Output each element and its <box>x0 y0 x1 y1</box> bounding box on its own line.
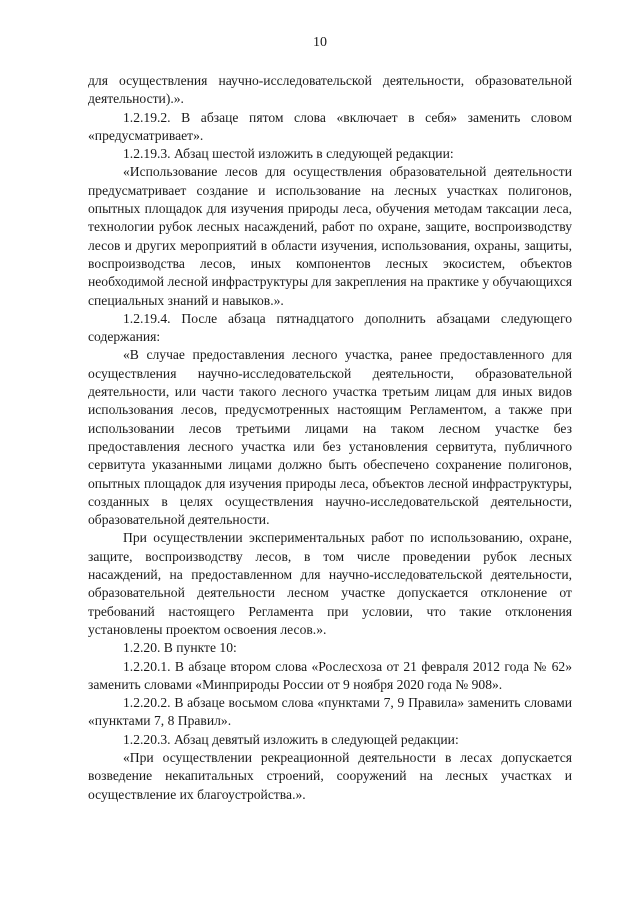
paragraph-p11: 1.2.20.3. Абзац девятый изложить в следующей редакции: <box>123 731 459 747</box>
page-number: 10 <box>313 35 327 50</box>
paragraph-p03: 1.2.19.3. Абзац шестой изложить в следующей редакции: <box>123 146 454 162</box>
paragraph-p08: 1.2.20. В пункте 10: <box>123 640 237 656</box>
document-body <box>88 72 572 804</box>
paragraph-p09: 1.2.20.1. В абзаце втором слова «Рослесхоза от 21 февраля 2012 года № 62» заменить словами «Минприроды России от 9 ноября 2020 года № 908». <box>88 658 572 692</box>
paragraph-p07: При осуществлении экспериментальных работ по использованию, охране, защите, воспроизводству лесов, в том числе проведении рубок лесных насаждений, на предоставленном для научно-исследовательской деятельности, образовательной деятельности лесном участке допускается отклонение от требований настоящего Регламента при условии, что такие отклонения установлены проектом освоения лесов.». <box>88 530 572 637</box>
paragraph-p01: для осуществления научно-исследовательской деятельности, образовательной деятельности).». <box>88 73 572 107</box>
paragraph-p02: 1.2.19.2. В абзаце пятом слова «включает в себя» заменить словом «предусматривает». <box>88 109 572 143</box>
paragraph-p06: «В случае предоставления лесного участка, ранее предоставленного для осуществления научно-исследовательской деятельности, образовательной деятельности, или части такого лесного участка третьим лицам для иных видов использования лесов, предусмотренных настоящим Регламентом, а также при использовании лесов третьими лицами на таком лесном участке без предоставления лесного участка или без установления сервитута, публичного сервитута указанными лицами должно быть обеспечено сохранение полигонов, опытных площадок для изучения природы леса, объектов лесной инфраструктуры, созданных в целях осуществления научно-исследовательской деятельности, образовательной деятельности. <box>88 347 572 528</box>
paragraph-p12: «При осуществлении рекреационной деятельности в лесах допускается возведение некапитальных строений, сооружений на лесных участках и осуществление их благоустройства.». <box>88 749 572 802</box>
paragraph-p05: 1.2.19.4. После абзаца пятнадцатого дополнить абзацами следующего содержания: <box>88 310 572 345</box>
paragraph-p10: 1.2.20.2. В абзаце восьмом слова «пунктами 7, 9 Правила» заменить словами «пунктами 7, 8 Правил». <box>88 695 572 729</box>
paragraph-p04: «Использование лесов для осуществления образовательной деятельности предусматривает создание и использование на лесных участках полигонов, опытных площадок для изучения природы леса, обучения методам таксации леса, технологии рубок лесных насаждений, работ по охране, защите, воспроизводству лесов и других мероприятий в области изучения, использования, охраны, защиты, воспроизводства лесов, иных компонентов лесных экосистем, объектов необходимой лесной инфраструктуры для закрепления на практике у обучающихся специальных знаний и навыков.». <box>88 164 572 308</box>
